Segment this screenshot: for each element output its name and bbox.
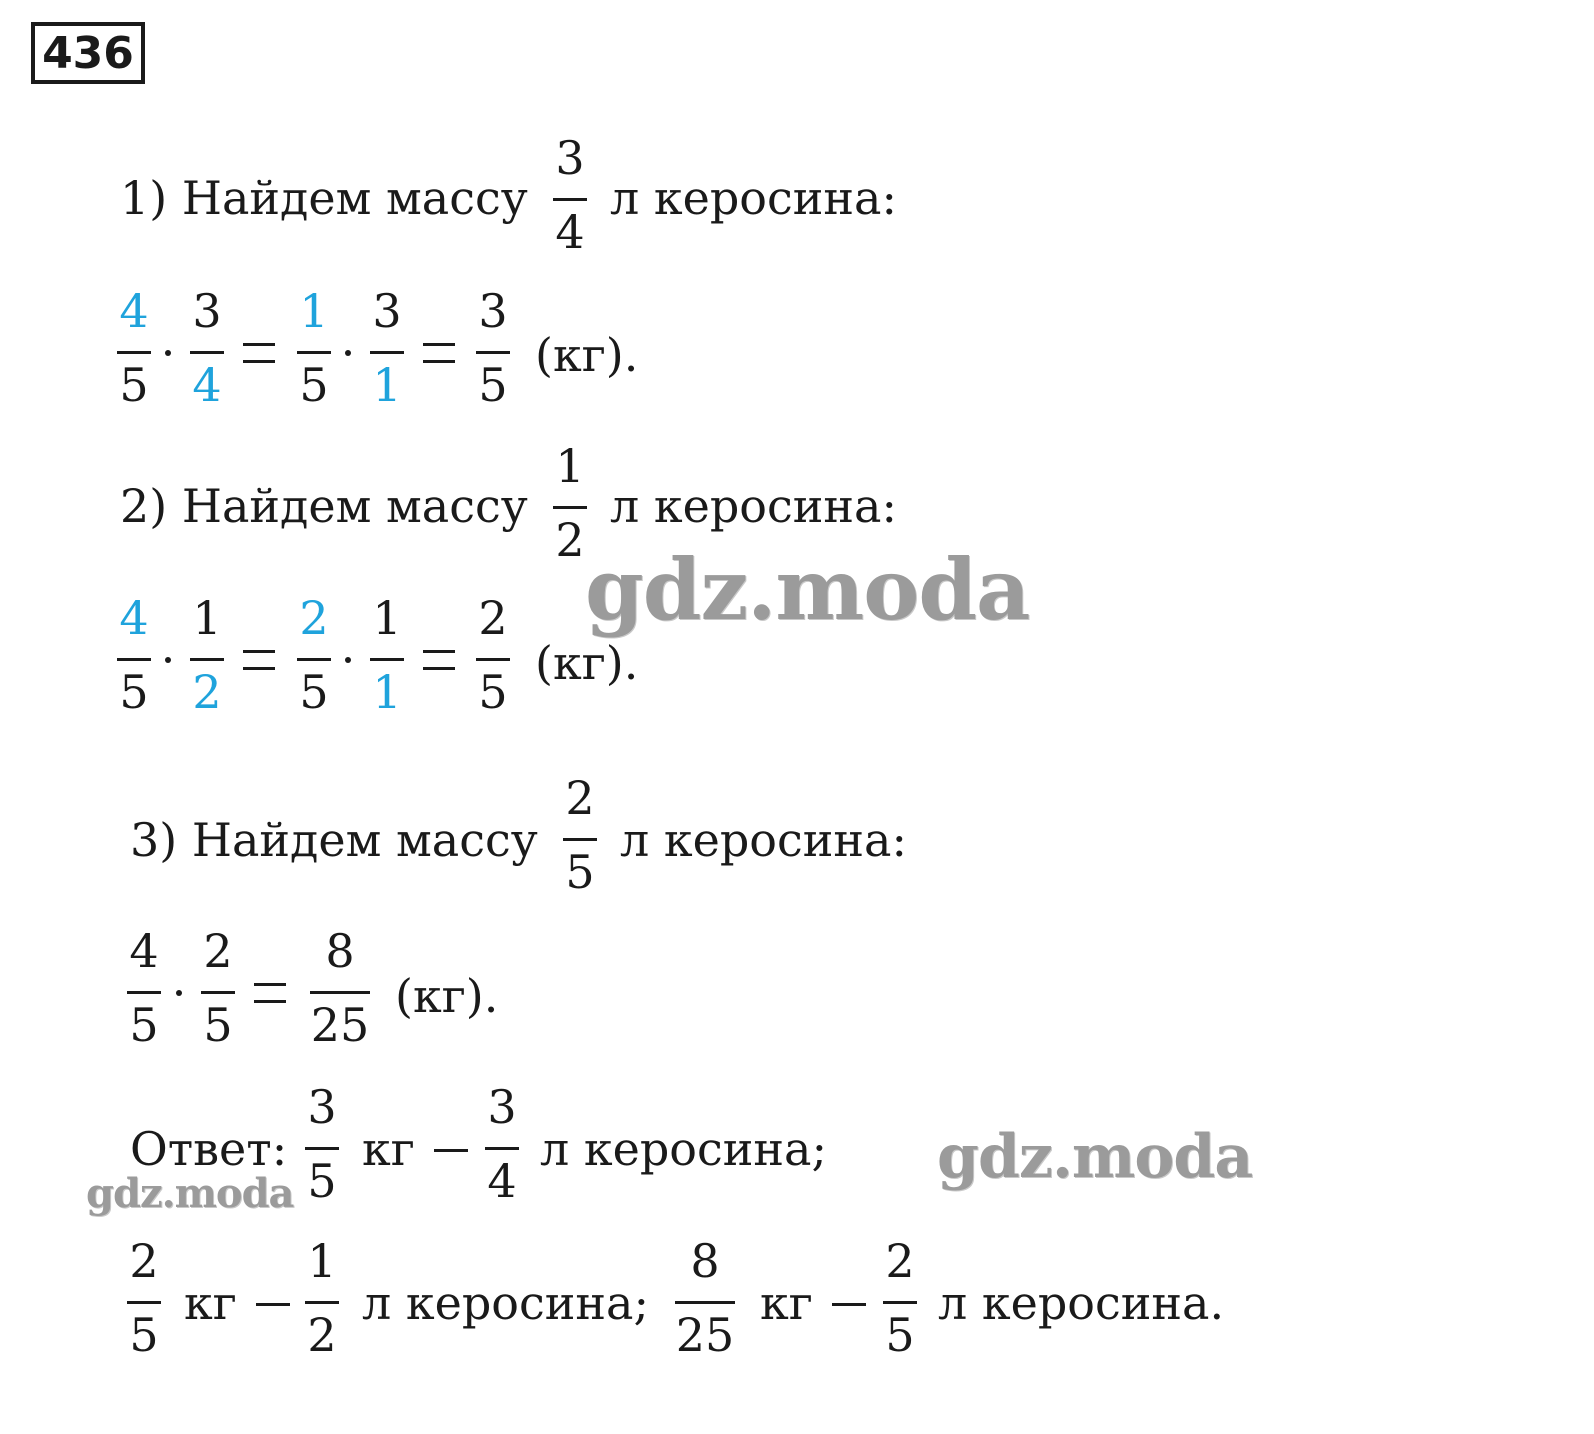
fraction-denominator: 2 [555,513,585,567]
equals-sign [243,343,275,363]
step1-text: 1) Найдем массу [120,171,528,225]
step3-text-after: л керосина: [620,813,907,867]
fraction-numerator: 1 [307,1234,337,1288]
fraction-bar [305,1147,339,1150]
fraction-numerator: 2 [565,771,595,825]
fraction-denominator: 2 [307,1308,337,1362]
watermark-logo: gdz.moda [585,540,1030,639]
dash [832,1303,866,1306]
fraction-numerator: 1 [555,439,585,493]
step2-frac-4 [367,591,407,725]
equals-sign [423,650,455,670]
step3-frac-2 [198,924,238,1058]
step2-frac-5 [473,591,513,725]
step1-frac-1 [114,284,154,418]
fraction-bar [305,1301,339,1304]
step1-frac-3 [294,284,334,418]
answer-frac-c2 [880,1234,920,1368]
step3-unit: (кг). [395,969,499,1023]
fraction-bar [127,991,161,994]
step1-frac-5 [473,284,513,418]
step1-frac-4 [367,284,407,418]
fraction-numerator: 4 [129,924,159,978]
fraction-numerator: 4 [119,591,149,645]
fraction-numerator: 3 [192,284,222,338]
dash [256,1303,290,1306]
step3-text: 3) Найдем массу [130,813,538,867]
answer-label: Ответ: [130,1122,288,1176]
fraction-numerator: 3 [487,1080,517,1134]
fraction-bar [117,351,151,354]
step1-text-after: л керосина: [610,171,897,225]
fraction-numerator: 3 [478,284,508,338]
fraction-denominator: 4 [555,205,585,259]
multiply-dot [165,350,171,356]
fraction-bar [883,1301,917,1304]
fraction-numerator: 3 [307,1080,337,1134]
fraction-denominator: 25 [310,998,370,1052]
fraction-denominator: 5 [478,358,508,412]
step2-text: 2) Найдем массу [120,479,528,533]
step3-fraction [560,771,600,905]
fraction-numerator: 4 [119,284,149,338]
step2-unit: (кг). [535,636,639,690]
equals-sign [254,983,286,1003]
fraction-bar [297,351,331,354]
answer-kg-1: кг [362,1122,415,1176]
answer-tail-1: л керосина; [540,1122,827,1176]
fraction-numerator: 2 [129,1234,159,1288]
fraction-bar [563,838,597,841]
fraction-denominator: 5 [307,1154,337,1208]
watermark-logo: gdz.moda [86,1170,294,1217]
fraction-denominator: 4 [487,1154,517,1208]
answer-frac-b2 [302,1234,342,1368]
dash [434,1149,468,1152]
fraction-denominator: 5 [203,998,233,1052]
fraction-bar [485,1147,519,1150]
fraction-bar [476,351,510,354]
fraction-numerator: 2 [885,1234,915,1288]
fraction-denominator: 5 [299,665,329,719]
fraction-denominator: 2 [192,665,222,719]
step2-text-after: л керосина: [610,479,897,533]
step2-frac-2 [187,591,227,725]
multiply-dot [165,657,171,663]
fraction-denominator: 25 [675,1308,735,1362]
watermark-logo: gdz.moda [937,1122,1253,1192]
step3-frac-3 [307,924,373,1058]
equals-sign [423,343,455,363]
fraction-numerator: 2 [299,591,329,645]
step2-frac-3 [294,591,334,725]
problem-number: 436 [31,22,145,84]
fraction-denominator: 1 [372,358,402,412]
fraction-numerator: 1 [192,591,222,645]
fraction-denominator: 5 [299,358,329,412]
step1-unit: (кг). [535,328,639,382]
fraction-bar [553,198,587,201]
fraction-numerator: 3 [555,131,585,185]
fraction-numerator: 2 [203,924,233,978]
answer-frac-a2 [482,1080,522,1214]
fraction-bar [297,658,331,661]
answer-tail-3: л керосина. [938,1276,1225,1330]
answer-frac-b1 [124,1234,164,1368]
fraction-numerator: 8 [325,924,355,978]
step1-fraction [550,131,590,265]
fraction-bar [370,658,404,661]
fraction-bar [117,658,151,661]
answer-frac-c1 [672,1234,738,1368]
step2-frac-1 [114,591,154,725]
fraction-denominator: 5 [119,358,149,412]
fraction-bar [370,351,404,354]
fraction-denominator: 5 [129,998,159,1052]
step1-frac-2 [187,284,227,418]
fraction-numerator: 8 [690,1234,720,1288]
step3-frac-1 [124,924,164,1058]
fraction-denominator: 5 [129,1308,159,1362]
answer-kg-3: кг [760,1276,813,1330]
fraction-numerator: 2 [478,591,508,645]
fraction-numerator: 1 [372,591,402,645]
fraction-numerator: 3 [372,284,402,338]
multiply-dot [345,350,351,356]
step2-fraction [550,439,590,573]
fraction-numerator: 1 [299,284,329,338]
fraction-bar [310,991,370,994]
equals-sign [243,650,275,670]
multiply-dot [345,657,351,663]
fraction-bar [553,506,587,509]
multiply-dot [176,990,182,996]
fraction-denominator: 5 [565,845,595,899]
answer-frac-a1 [302,1080,342,1214]
fraction-bar [476,658,510,661]
fraction-denominator: 1 [372,665,402,719]
fraction-denominator: 5 [119,665,149,719]
answer-kg-2: кг [184,1276,237,1330]
fraction-denominator: 5 [885,1308,915,1362]
answer-tail-2: л керосина; [362,1276,649,1330]
fraction-denominator: 5 [478,665,508,719]
fraction-bar [675,1301,735,1304]
fraction-denominator: 4 [192,358,222,412]
fraction-bar [190,351,224,354]
fraction-bar [201,991,235,994]
fraction-bar [190,658,224,661]
fraction-bar [127,1301,161,1304]
